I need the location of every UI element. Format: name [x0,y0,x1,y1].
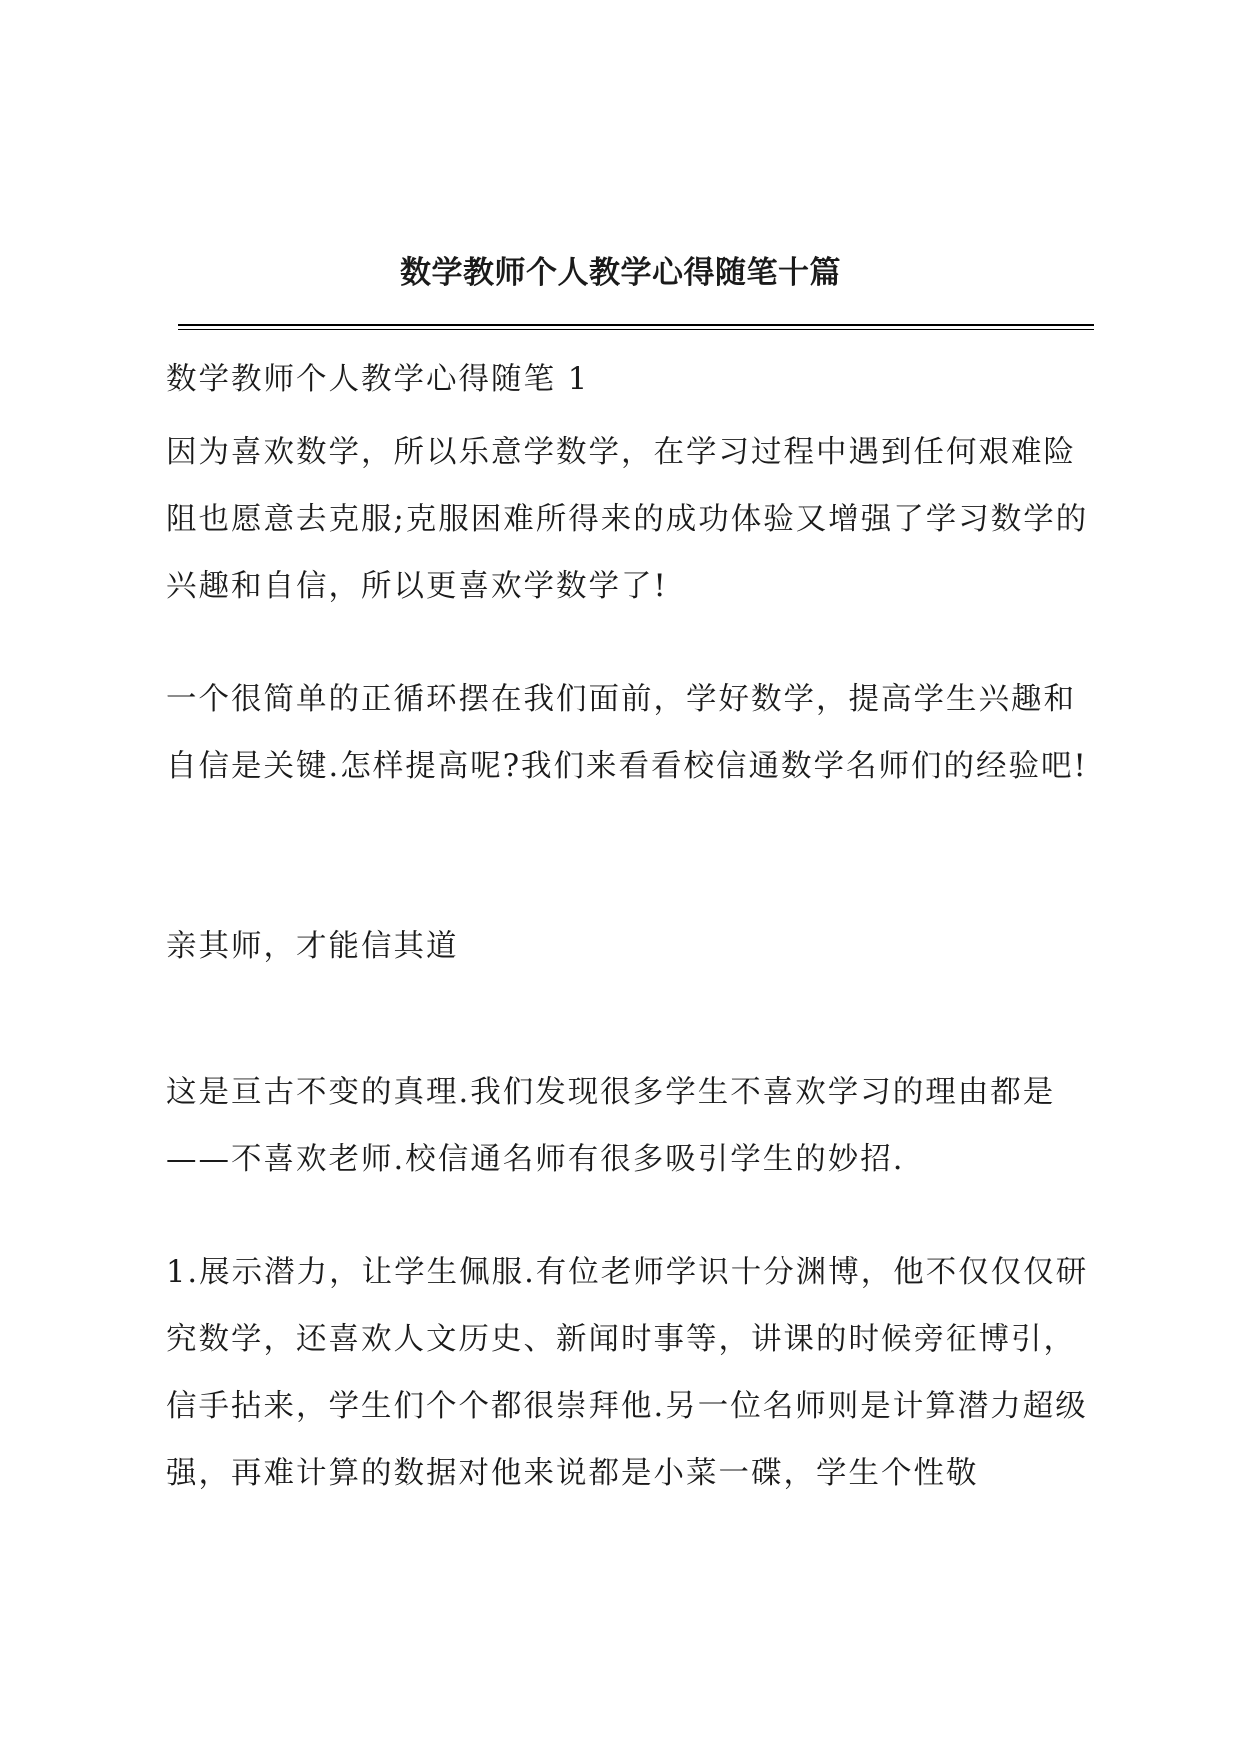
paragraph: 这是亘古不变的真理.我们发现很多学生不喜欢学习的理由都是——不喜欢老师.校信通名师有很多吸引学生的妙招. [166,1075,1056,1177]
paragraph: 一个很简单的正循环摆在我们面前，学好数学，提高学生兴趣和自信是关键.怎样提高呢?我们来看看校信通数学名师们的经验吧! [166,682,1088,784]
paragraph: 因为喜欢数学，所以乐意学数学，在学习过程中遇到任何艰难险阻也愿意去克服;克服困难所得来的成功体验又增强了学习数学的兴趣和自信，所以更喜欢学数学了! [166,435,1089,604]
title-divider [178,324,1094,330]
section-heading: 数学教师个人教学心得随笔 1 [166,362,590,397]
document-title: 数学教师个人教学心得随笔十篇 [400,255,841,291]
subheading-paragraph: 亲其师，才能信其道 [166,929,459,964]
paragraph: 1.展示潜力，让学生佩服.有位老师学识十分渊博，他不仅仅仅研究数学，还喜欢人文历史、新闻时事等，讲课的时候旁征博引，信手拈来，学生们个个都很崇拜他.另一位名师则是计算潜力超级强，再难计算的数据对他来说都是小菜一碟，学生个性敬 [166,1255,1089,1491]
